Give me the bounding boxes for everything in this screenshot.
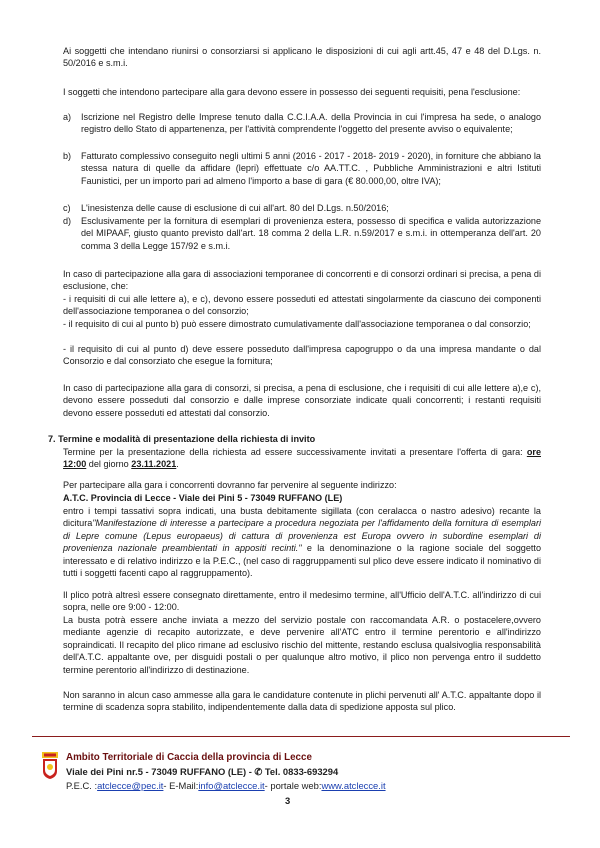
delivery-address: A.T.C. Provincia di Lecce - Viale dei Pini 5 - 73049 RUFFANO (LE) bbox=[63, 493, 343, 503]
envelope-text: entro i tempi tassativi sopra indicati, una busta debitamente sigillata (con ceralacca o nastro adesivo) recante la dicitura bbox=[63, 506, 541, 529]
pec-label: P.E.C. : bbox=[66, 780, 98, 791]
envelope-paragraph bbox=[63, 505, 541, 579]
hand-delivery-paragraph: Il plico potrà altresì essere consegnato direttamente, entro il medesimo termine, all'Ufficio dell'A.T.C. all'indirizzo di cui sopra, nelle ore 9:00 - 12:00. bbox=[63, 590, 541, 613]
footer-address: Viale dei Pini nr.5 - 73049 RUFFANO (LE) - ✆ Tel. 0833-693294 bbox=[66, 766, 339, 777]
footer-rule bbox=[32, 736, 570, 737]
requirement-text: Iscrizione nel Registro delle Imprese tenuto dalla C.C.I.A.A. della Provincia in cui l'impresa ha sede, o analogo registro dello Stato di appartenenza, per l'attività comprendente l'oggetto del presente avviso o equivalente; bbox=[81, 112, 541, 135]
section-7-heading: 7. Termine e modalità di presentazione della richiesta di invito bbox=[48, 434, 316, 444]
associations-item-1: - i requisiti di cui alle lettere a), e c), devono essere posseduti ed attestati singolarmente da ciascuno dei componenti dell'associazione temporanea o del consorzio; bbox=[63, 294, 541, 317]
atc-logo-icon bbox=[42, 752, 58, 780]
envelope-label-text: "Manifestazione di interesse a partecipare a procedura negoziata per l'affidamento della fornitura di esemplari di Lepre comune (Lepus europaeus) di cattura di provenienza est Europa ovvero in subordine esemplari di provenienza nazionale preambientati in appositi recinti." bbox=[63, 518, 541, 554]
footer-title: Ambito Territoriale di Caccia della provincia di Lecce bbox=[66, 752, 312, 763]
deadline-text: Termine per la presentazione della richiesta ad essere successivamente invitati a presentare l'offerta di gara: bbox=[63, 447, 527, 457]
web-label: - portale web: bbox=[264, 780, 322, 791]
requirement-text: Fatturato complessivo conseguito negli ultimi 5 anni (2016 - 2017 - 2018- 2019 - 2020), in forniture che abbiano la stessa natura di quelle da affidare (lepri) effettuate c/o AA.TT.C. , Pubbliche Amministrazioni e altri Istituti Faunistici, per un importo pari ad almeno l'importo a base di gara (€ 80.000,00, oltre IVA); bbox=[81, 151, 541, 186]
associations-item-2: - il requisito di cui al punto b) può essere dimostrato cumulativamente dall'associazione temporanea o dal consorzio; bbox=[63, 319, 531, 329]
requirement-d bbox=[63, 215, 541, 252]
envelope-text-end: e la denominazione o la ragione sociale del soggetto interessato e di relativo indirizzo e la P.E.C., (nel caso di raggruppamenti sul plico deve essere indicato il nominativo di tutti i soggetti facenti capo al raggruppamento). bbox=[63, 543, 541, 579]
associations-item-3: - il requisito di cui al punto d) deve essere posseduto dall'impresa capogruppo o da una impresa mandante o dal Consorzio e dal consorziato che esegue la fornitura; bbox=[63, 344, 541, 367]
pec-link[interactable]: atclecce@pec.it bbox=[97, 780, 164, 791]
requirement-marker: b) bbox=[63, 151, 72, 161]
requirement-marker: a) bbox=[63, 112, 72, 122]
email-label: - E-Mail: bbox=[163, 780, 199, 791]
deadline-date: 23.11.2021 bbox=[131, 459, 177, 470]
web-link[interactable]: www.atclecce.it bbox=[321, 780, 386, 791]
requirement-c bbox=[63, 202, 541, 215]
deadline-text-mid: del giorno bbox=[86, 459, 132, 470]
consortium-paragraph: Ai soggetti che intendano riunirsi o consorziarsi si applicano le disposizioni di cui agli artt.45, 47 e 48 del D.Lgs. n. 50/2016 e s.m.i. bbox=[63, 46, 541, 69]
requirements-intro: I soggetti che intendono partecipare alla gara devono essere in possesso dei seguenti requisiti, pena l'esclusione: bbox=[63, 87, 521, 97]
footer-contacts bbox=[66, 780, 386, 792]
requirement-text: L'inesistenza delle cause di esclusione di cui all'art. 80 del D.Lgs. n.50/2016; bbox=[81, 203, 389, 213]
page-number: 3 bbox=[285, 795, 291, 806]
address-intro: Per partecipare alla gara i concorrenti dovranno far pervenire al seguente indirizzo: bbox=[63, 480, 397, 490]
associations-intro: In caso di partecipazione alla gara di associazioni temporanee di concorrenti e di consorzi ordinari si precisa, a pena di esclusione, che: bbox=[63, 269, 541, 292]
requirement-b bbox=[63, 150, 541, 200]
email-link[interactable]: info@atclecce.it bbox=[198, 780, 265, 791]
consorzi-paragraph: In caso di partecipazione alla gara di consorzi, si precisa, a pena di esclusione, che i requisiti di cui alle lettere a),e c), devono essere posseduti dal consorzio e dalle imprese consorziate indicate quali concorrenti; i restanti requisiti devono essere posseduti ed attestati dal consorzio. bbox=[63, 383, 541, 418]
requirement-marker: c) bbox=[63, 203, 71, 213]
deadline-paragraph bbox=[63, 446, 541, 471]
late-submission-paragraph: Non saranno in alcun caso ammesse alla gara le candidature contenute in plichi pervenuti all' A.T.C. appaltante dopo il termine di scadenza sopra stabilito, indipendentemente dalla data di spedizione apposta sul plico. bbox=[63, 690, 541, 713]
postal-delivery-paragraph: La busta potrà essere anche inviata a mezzo del servizio postale con raccomandata A.R. o postacelere,ovvero mediante agenzie di recapito autorizzate, e deve pervenire all'ATC entro il termine perentorio e all'indirizzo sopraindicati. Il recapito del plico rimane ad esclusivo rischio del mittente, restando esclusa qualsivoglia responsabilità dell'A.T.C. appaltante ove, per disguidi postali o per qualunque altro motivo, il plico non pervenga entro il suddetto termine perentorio all'indirizzo di destinazione. bbox=[63, 615, 541, 675]
requirement-text: Esclusivamente per la fornitura di esemplari di provenienza estera, possesso di specifica e valida autorizzazione del MIPAAF, giusto quanto previsto dall'art. 18 comma 2 della L.R. n.59/2017 e s.m.i. in ottemperanza dell'art. 20 comma 3 della Legge 157/92 e s.m.i. bbox=[81, 216, 541, 251]
deadline-time: ore 12:00 bbox=[63, 447, 541, 470]
requirement-a bbox=[63, 111, 541, 148]
requirement-marker: d) bbox=[63, 216, 72, 226]
deadline-text-end: . bbox=[176, 459, 179, 470]
